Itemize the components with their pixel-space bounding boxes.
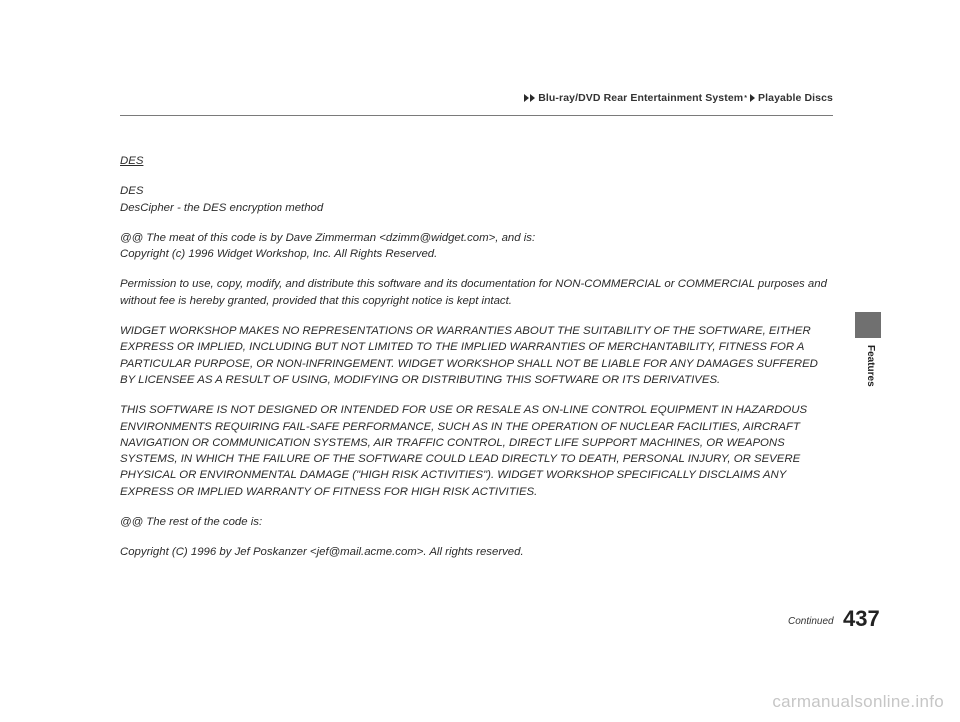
arrow-icon — [524, 94, 529, 102]
breadcrumb-subsection[interactable]: Playable Discs — [758, 92, 833, 104]
high-risk-paragraph: THIS SOFTWARE IS NOT DESIGNED OR INTENDED FOR USE OR RESALE AS ON-LINE CONTROL EQUIPMENT IN HAZARDOUS ENVIRONMENTS REQUIRING FAIL-SAFE PERFORMANCE, SUCH AS IN THE OPERATION OF NUCLEAR FACILITIES, AIRCRAFT NAVIGATION OR COMMUNICATION SYSTEMS, AIR TRAFFIC CONTROL, DIRECT LIFE SUPPORT MACHINES, OR WEAPONS SYSTEMS, IN WHICH THE FAILURE OF THE SOFTWARE COULD LEAD DIRECTLY TO DEATH, PERSONAL INJURY, OR SEVERE PHYSICAL OR ENVIRONMENTAL DAMAGE ("HIGH RISK ACTIVITIES"). WIDGET WORKSHOP SPECIFICALLY DISCLAIMS ANY EXPRESS OR IMPLIED WARRANTY OF FITNESS FOR HIGH RISK ACTIVITIES. — [120, 404, 808, 498]
text-line: DesCipher - the DES encryption method — [120, 201, 324, 214]
arrow-icon — [750, 94, 755, 102]
breadcrumb — [0, 92, 833, 104]
watermark: carmanualsonline.info — [772, 692, 944, 711]
license-text — [120, 153, 836, 570]
option-mark: * — [744, 94, 748, 102]
page-heading: DES — [120, 155, 144, 167]
continued-label: Continued — [788, 616, 834, 627]
text-line: @@ The rest of the code is: — [120, 516, 263, 529]
breadcrumb-section[interactable]: Blu-ray/DVD Rear Entertainment System — [538, 92, 744, 104]
text-line: @@ The meat of this code is by Dave Zimmerman <dzimm@widget.com>, and is: — [120, 231, 536, 244]
text-line: Copyright (c) 1996 Widget Workshop, Inc. All Rights Reserved. — [120, 248, 438, 261]
warranty-paragraph: WIDGET WORKSHOP MAKES NO REPRESENTATIONS OR WARRANTIES ABOUT THE SUITABILITY OF THE SOFTWARE, EITHER EXPRESS OR IMPLIED, INCLUDING BUT NOT LIMITED TO THE IMPLIED WARRANTIES OF MERCHANTABILITY, FITNESS FOR A PARTICULAR PURPOSE, OR NON-INFRINGEMENT. WIDGET WORKSHOP SHALL NOT BE LIABLE FOR ANY DAMAGES SUFFERED BY LICENSEE AS A RESULT OF USING, MODIFYING OR DISTRIBUTING THIS SOFTWARE OR ITS DERIVATIVES. — [120, 325, 818, 386]
section-tab[interactable] — [855, 312, 881, 338]
text-line: Copyright (C) 1996 by Jef Poskanzer <jef@mail.acme.com>. All rights reserved. — [120, 546, 524, 559]
arrow-icon — [530, 94, 535, 102]
page-number: 437 — [843, 606, 880, 631]
section-tab-label: Features — [865, 345, 876, 387]
text-line: DES — [120, 185, 144, 198]
header-divider — [120, 115, 833, 116]
permission-paragraph: Permission to use, copy, modify, and distribute this software and its documentation for NON-COMMERCIAL or COMMERCIAL purposes and without fee is hereby granted, provided that this copyright notice is kept intact. — [120, 278, 827, 307]
